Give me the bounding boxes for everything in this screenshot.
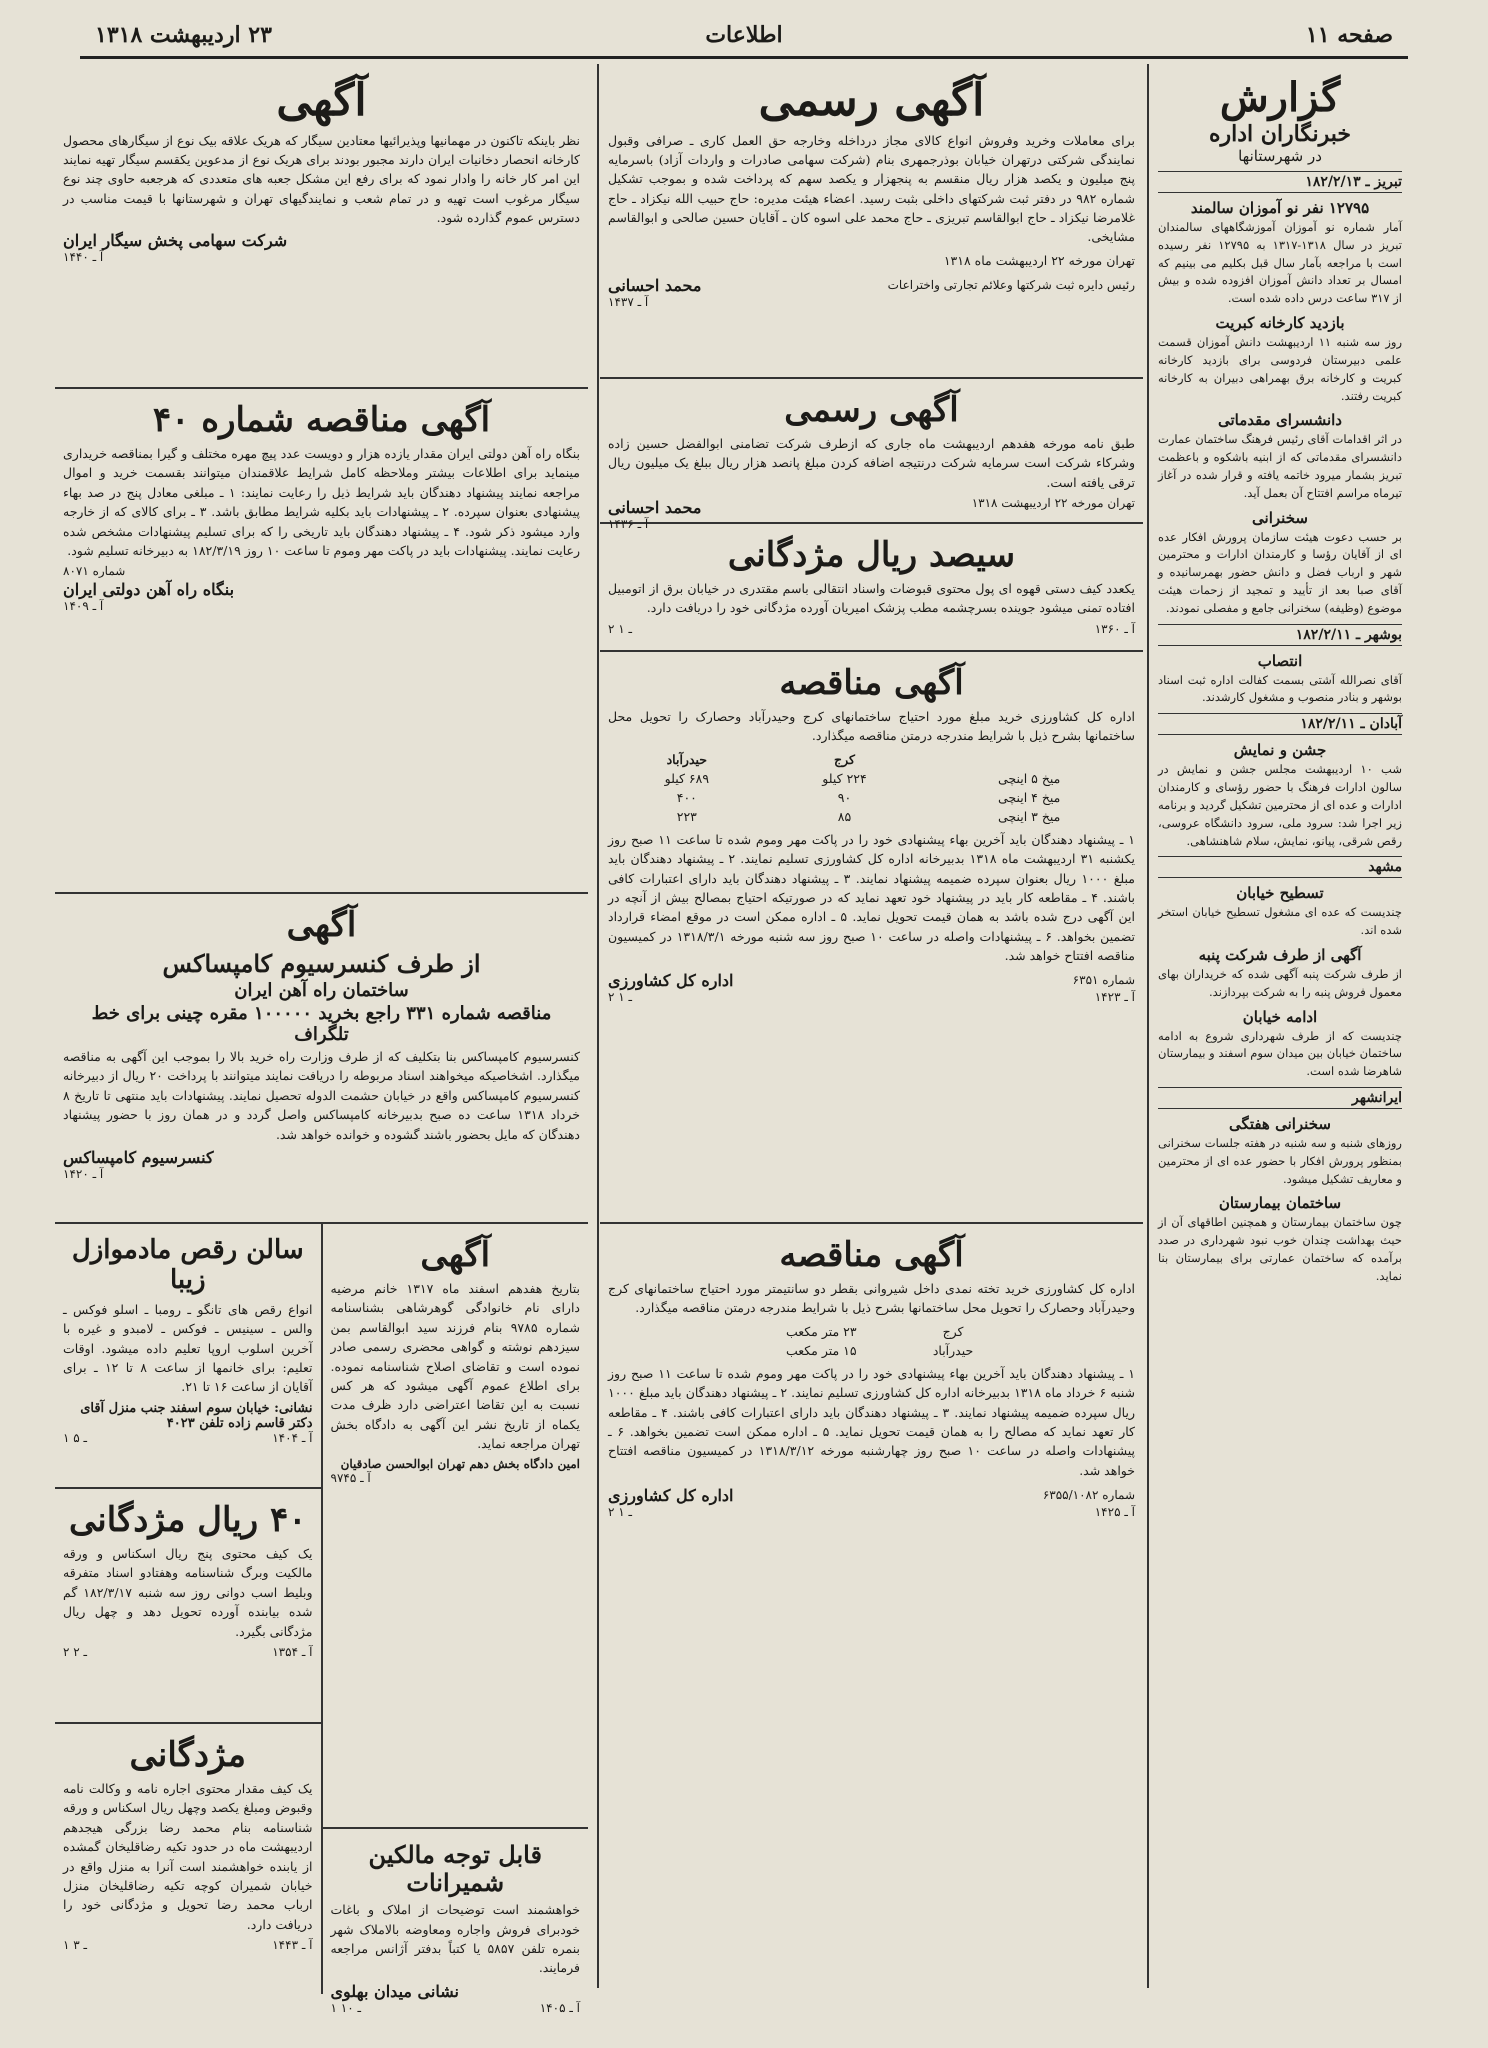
news-list — [1158, 171, 1402, 1286]
header-rule — [80, 56, 1408, 59]
notice-body: یک کیف محتوی پنج ریال اسکناس و ورقه مالکیت وبرگ شناسنامه وهفتادو اسناد متفرقه وبلیط اسب دوانی روز سه شنبه ۱۸۲/۳/۱۷ گم شده بیابنده آورده تحویل دهد و چهل ریال مژدگانی بگیرد. — [63, 1546, 313, 1639]
table-row — [740, 1322, 1004, 1341]
notice-num: ۱ ـ ۱۰ — [330, 2000, 361, 2015]
news-item — [1158, 171, 1402, 308]
reward40-notice — [55, 1489, 321, 1724]
table-cell: میخ ۳ اینچی — [997, 808, 1061, 824]
tender-notice-1 — [600, 652, 1143, 1224]
tender-ref: آ ـ ۱۴۲۳ — [1094, 990, 1135, 1005]
news-text: در اثر اقدامات آقای رئیس فرهنگ ساختمان عمارت دانشسرای مقدماتی که از ابنیه باشکوه و باعظمت تبریز بشمار میرود خاتمه یافته و قرار شده در آغاز تیرماه مراسم افتتاح آن بعمل آید. — [1158, 432, 1402, 500]
official-notice-2 — [600, 379, 1143, 532]
notice-subtitle: از طرف کنسرسیوم کامپساکس — [162, 949, 481, 979]
notice-ref: آ ـ ۱۴۴۰ — [63, 250, 104, 265]
left-bottom-area — [55, 1224, 588, 2015]
news-item — [1158, 713, 1402, 850]
news-city: تبریز ـ ۱۸۲/۲/۱۳ — [1158, 171, 1402, 193]
notice-title: سالن رقص مادموازل زیبا — [71, 1235, 304, 1295]
table-cell: ۲۳ متر مکعب — [785, 1323, 857, 1339]
notice-title: آگهی رسمی — [758, 75, 985, 126]
notice-signature: محمد احسانی — [608, 276, 702, 296]
notice-title: ۴۰ ریال مژدگانی — [68, 1500, 307, 1540]
notice-signature: شرکت سهامی پخش سیگار ایران — [63, 231, 288, 251]
news-text: چون ساختمان بیمارستان و همچنین اطاقهای آن از حیث بهداشت چندان خوب نبود شهرداری در صدد برآمده که ساختمان عمارتی برای بیمارستان بنا نماید. — [1158, 1215, 1402, 1283]
notice-date: تهران مورخه ۲۲ اردیبهشت ۱۳۱۸ — [971, 496, 1135, 511]
tender-table — [608, 750, 1135, 826]
notice-num: ۲ ـ ۲ — [63, 1644, 88, 1659]
notice-title: قابل توجه مالکین شمیرانات — [368, 1840, 542, 1897]
news-headline: آگهی از طرف شرکت پنبه — [1198, 945, 1362, 964]
middle-column — [600, 64, 1143, 1988]
news-text: روزهای شنبه و سه شنبه در هفته جلسات سخنرانی بمنظور پرورش افکار با حضور عده ای از محترمین و معاریف تشکیل میشود. — [1158, 1136, 1402, 1186]
notice-title: آگهی رسمی — [784, 390, 959, 430]
cigarette-notice — [55, 64, 588, 389]
tender-ref: آ ـ ۱۴۲۵ — [1094, 1505, 1135, 1520]
table-row — [608, 788, 1135, 807]
news-text: آمار شماره نو آموزان آموزشگاههای سالمندان تبریز در سال ۱۳۱۸-۱۳۱۷ به ۱۲۷۹۵ نفر رسیده است با مراجعه بآمار سال قبل بکلیم می بینیم که امسال بر تعداد دانش آموزان افزوده شده و بیش از ۳۱۷ ساعت درس داده شده است. — [1158, 220, 1402, 306]
notice-body: خواهشمند است توضیحات از املاک و باغات خودبرای فروش واجاره ومعاوضه بالاملاک شهر بنمره تلفن ۵۸۵۷ یا کتباً بدفتر آژانس مراجعه فرمایند. — [330, 1902, 580, 1976]
news-headline: بازدید کارخانه کبریت — [1215, 314, 1345, 333]
notice-ref: آ ـ ۱۴۲۰ — [63, 1166, 104, 1181]
table-row — [608, 807, 1135, 826]
news-headline: دانشسرای مقدماتی — [1218, 411, 1342, 430]
notice-address: نشانی: خیابان سوم اسفند جنب منزل آقای دکتر قاسم زاده تلفن ۴۰۲۳ — [80, 1400, 313, 1431]
notice-ref: آ ـ ۹۷۴۵ — [330, 1471, 371, 1486]
news-headline: سخنرانی هفتگی — [1229, 1115, 1331, 1133]
news-headline: سخنرانی — [1252, 508, 1308, 527]
notice-ref: آ ـ ۱۳۵۴ — [272, 1644, 313, 1659]
news-text: بر حسب دعوت هیئت سازمان پرورش افکار عده ای از آقایان رؤسا و کارمندان ادارات و محترمین شهر و ارباب فضل و دانش حضور بهمرسانیده و آقای صبا بعد از تأیید و تمجید از زحمات هیئت موضوع (وظیفه) سخنرانی جامع و مفصلی نمودند. — [1158, 529, 1402, 615]
news-headline: ادامه خیابان — [1242, 1007, 1318, 1026]
notice-body: طبق نامه مورخه هفدهم اردیبهشت ماه جاری که ازطرف شرکت تضامنی ابوالفضل حسین زاده وشرکاء شرکت است سرمایه شرکت درنتیجه اضافه کردن مبلغ پانصد هزار ریال ببلغ یک میلیون ریال ترقی یافته است. — [608, 436, 1135, 490]
railway-tender — [55, 389, 588, 894]
tender-signature: اداره کل کشاورزی — [608, 1486, 734, 1506]
notice-date: تهران مورخه ۲۲ اردیبهشت ماه ۱۳۱۸ — [943, 252, 1135, 268]
reward-notice — [55, 1724, 321, 1994]
table-cell: ۴۰۰ — [676, 789, 697, 805]
tender-notice-2 — [600, 1224, 1143, 1769]
table-cell: میخ ۴ اینچی — [997, 789, 1061, 805]
notice-title: آگهی — [420, 1235, 491, 1275]
notice-body: برای معاملات وخرید وفروش انواع کالای مجاز درداخله وخارجه حق العمل کاری ـ صرافی وقبول نمایندگی شرکتی درتهران خیابان بوذرجمهری بنام (شرکت سهامی صادرات و واردات آزاد) باسرمایه پنج میلیون و یکصد هزار ریال منقسم به پنجهزار و یکصد سهم که پرداخت شده و بموجب تشکیل شماره ۹۸۲ در دفتر ثبت شرکتهای داخلی بثبت رسید. اعضاء هیئت مدیره: حاج حبیب الله نیکزاد ـ حاج غلامرضا نیکزاد ـ حاج ابوالقاسم تبریزی ـ حاج محمد علی اسوه کان ـ آقایان حسین صالحی و ابوالقاسم مشایخی. — [608, 132, 1135, 245]
notice-signature: محمد احسانی — [608, 498, 702, 518]
table-cell: ۲۲۳ — [676, 808, 697, 824]
table-cell: حیدرآباد — [932, 1342, 974, 1358]
notice-num: ۱ ـ ۵ — [63, 1430, 88, 1445]
reports-section — [1150, 64, 1410, 1296]
reward-notice — [600, 524, 1143, 652]
tender-title: آگهی مناقصه — [779, 663, 964, 703]
notice-ref: آ ـ ۱۴۳۷ — [608, 295, 649, 310]
news-headline: انتصاب — [1257, 651, 1303, 670]
news-headline: ۱۲۷۹۵ نفر نو آموزان سالمند — [1190, 199, 1370, 217]
reports-subtitle: خبرنگاران اداره — [1208, 121, 1352, 147]
notice-signature: نشانی میدان بهلوی — [330, 1981, 459, 2001]
news-city: ایرانشهر — [1158, 1087, 1402, 1109]
news-item — [1158, 314, 1402, 405]
column-rule — [597, 64, 599, 1988]
table-cell: میخ ۵ اینچی — [997, 770, 1061, 786]
news-item — [1158, 624, 1402, 708]
notice-signer-role: رئیس دایره ثبت شرکتها وعلائم تجارتی واختراعات — [887, 277, 1135, 292]
news-item — [1158, 411, 1402, 502]
reward-title: سیصد ریال مژدگانی — [727, 535, 1016, 575]
tender-table-header — [923, 750, 1135, 769]
tender-num: ۲ ـ ۱ — [608, 990, 633, 1005]
news-item — [1158, 946, 1402, 1002]
news-item — [1158, 1008, 1402, 1081]
table-cell: ۶۸۹ کیلو — [664, 770, 710, 786]
tender-title: آگهی مناقصه شماره ۴۰ — [152, 400, 491, 440]
identity-notice — [323, 1224, 589, 1829]
tender-number: شماره ۶۳۵۵/۱۰۸۲ — [1042, 1487, 1135, 1502]
table-row — [608, 769, 1135, 788]
notice-title: آگهی — [276, 75, 367, 126]
column-rule — [321, 1224, 323, 1994]
news-headline: ساختمان بیمارستان — [1218, 1194, 1342, 1213]
newspaper-name: اطلاعات — [705, 22, 783, 48]
table-cell: ۱۵ متر مکعب — [785, 1342, 857, 1358]
left-bottom-left-subcol — [55, 1224, 321, 1994]
reports-subtitle2: در شهرستانها — [1238, 147, 1322, 165]
shemiran-notice — [323, 1829, 589, 2015]
notice-body: نظر باینکه تاکنون در مهمانیها وپذیرائیها معتادین سیگار که هریک علاقه بیک نوع از سیگارهای محصول کارخانه انحصار دخانیات ایران دارند مجبور بودند برای هریک نوع از مدعوین یکقسم سیگار تهیه نمایند این امر کار خانه را وادار نمود که برای رفع این مشکل جعبه های متعددی که هرجعبه حاوی چند نوع سیگار مرغوب است تهیه و در تمام شعب و نمایندگیهای تهران و شهرستانها با قیمت مناسب در دسترس عموم گذارده شود. — [63, 132, 580, 226]
notice-ref: آ ـ ۱۴۴۳ — [272, 1938, 313, 1953]
tender-title: آگهی مناقصه — [779, 1235, 964, 1275]
tender-clauses: ۱ ـ پیشنهاد دهندگان باید آخرین بهاء پیشنهادی خود را در پاکت مهر وموم شده تا ساعت ۱۱ صبح روز یکشنبه ۳۱ اردیبهشت ماه ۱۳۱۸ بدبیرخانه اداره کل کشاورزی تسلیم نمایند. ۲ ـ پیشنهاد دهندگان باید مبلغ ۱۰۰۰ ریال بعنوان سپرده ضمیمه پیشنهاد نمایند. ۳ ـ پیشنهاد دهندگان باید دارای اعتبارات کافی باشند. ۴ ـ مقاطعه کار باید در پیشنهاد خود تعهد نماید که در صورتیکه احتیاج بمصالح بیش از آنچه در این آگهی درج شده باشد به همان قیمت تحویل نماید. ۵ ـ اداره ممکن است در موقع امضاء قرارداد تضمین بخواهد. ۶ ـ پیشنهادات واصله در ساعت ۱۰ صبح روز سه شنبه مورخه ۱۳۱۸/۳/۱ در کمیسیون مناقصه افتتاح خواهد شد. — [608, 831, 1136, 964]
notice-body: بتاریخ هفدهم اسفند ماه ۱۳۱۷ خانم مرضیه دارای نام خانوادگی گوهرشاهی بشناسنامه شماره ۹۷۸۵ بنام فرزند سید ابوالقاسم بمن سیزدهم نوشته و گواهی محضری رسمی صادر نموده است و تقاضای اصلاح شناسنامه نموده. برای اطلاع عموم آگهی میشود که هر کس نسبت به این تقاضا اعتراضی دارد ظرف مدت یکماه از تاریخ نشر این آگهی به دادگاه بخش تهران مراجعه نماید. — [330, 1281, 580, 1452]
news-text: شب ۱۰ اردیبهشت مجلس جشن و نمایش در سالون ادارات فرهنگ با حضور رؤسای و کارمندان ادارات و عده ای از محترمین تشکیل گردید و برنامه زیر اجرا شد: سرود ملی، سرود دانشگاه عروسی، رقص شرقی، پیانو، نمایش، سلام شاهنشاهی. — [1158, 762, 1402, 848]
dance-hall-notice — [55, 1224, 321, 1489]
news-city: بوشهر ـ ۱۸۲/۲/۱۱ — [1158, 624, 1402, 646]
reports-column — [1150, 64, 1410, 1988]
notice-subtitle3: مناقصه شماره ۳۳۱ راجع بخرید ۱۰۰۰۰۰ مقره چینی برای خط تلگراف — [91, 1003, 552, 1046]
table-cell: ۲۲۴ کیلو — [822, 770, 867, 786]
news-text: چندیست که از طرف شهرداری شروع به ادامه ساختمان خیابان بین میدان سوم اسفند و بیمارستان شاهرضا شده است. — [1158, 1028, 1402, 1079]
issue-date: ۲۳ اردیبهشت ۱۳۱۸ — [95, 22, 272, 48]
tender-ref: آ ـ ۱۴۰۹ — [63, 599, 104, 614]
tender-signature: بنگاه راه آهن دولتی ایران — [63, 580, 235, 600]
news-text: آقای نصرالله آشتی بسمت کفالت اداره ثبت اسناد بوشهر و بنادر منصوب و مشغول کارشدند. — [1158, 672, 1402, 705]
tender-signature: اداره کل کشاورزی — [608, 971, 734, 991]
left-column — [55, 64, 588, 2015]
notice-ref: آ ـ ۱۴۰۴ — [272, 1430, 313, 1445]
notice-signature: امین دادگاه بخش دهم تهران ابوالحسن صادقیان — [340, 1457, 580, 1472]
notice-ref: آ ـ ۱۴۰۵ — [539, 2000, 580, 2015]
notice-title: آگهی — [286, 905, 357, 945]
notice-subtitle2: ساختمان راه آهن ایران — [234, 980, 409, 1002]
notice-ref: آ ـ ۱۴۳۶ — [608, 517, 649, 532]
official-notice-1 — [600, 64, 1143, 379]
tender-body: بنگاه راه آهن دولتی ایران مقدار یازده هزار و دویست عدد پیچ مهره مختلف و گیرا بمناقصه خریداری مینماید برای اطلاعات بیشتر وملاحظه کامل شرایط علاقمندان میتوانند بقسمت خرید و اموال مراجعه نمایند پیشنهاد دهندگان باید شرایط ذیل را رعایت نمایند: ۱ ـ مبلغی معادل پنج در صد بهاء پیشنهادی بعنوان سپرده. ۲ ـ پیشنهادات باید بکلیه شرایط مطابق باشد. ۳ ـ برای کالای که از خارجه وارد میشود ذکر شود. ۴ ـ پیشنهاد دهندگان باید تاریخی را که برای تسلیم پیشنهادات مشخص شده رعایت نمایند. پیشنهادات باید در پاکت مهر وموم تا ساعت ۱۰ روز ۱۸۲/۳/۱۹ به دبیرخانه تسلیم شود. — [63, 446, 580, 558]
news-item — [1158, 1087, 1402, 1188]
reward-body: یکعدد کیف دستی قهوه ای پول محتوی قبوضات واسناد انتقالی باسم مقتدری در خیابان برق از اتومبیل افتاده تمنی میشود جوینده بسرچشمه مطب پزشک امیریان آورده مژدگانی خود را دریافت دارد. — [608, 581, 1135, 616]
news-city: آبادان ـ ۱۸۲/۲/۱۱ — [1158, 713, 1402, 735]
notice-body: کنسرسیوم کامپساکس بنا بتکلیف که از طرف وزارت راه خرید بالا را بموجب این آگهی به مناقصه میگذارد. اشخاصیکه میخواهند اسناد مربوطه را دریافت نمایند میتوانند با پرداخت ۲۰ ریال از دبیرخانه کنسرسیوم کامپساکس واقع در خیابان حشمت الدوله تحصیل نمایند. پیشنهادات باید منتهی تا تاریخ ۸ خرداد ۱۳۱۸ ساعت ده صبح بدبیرخانه کامپساکس واصل گردد و در همان روز با حضور پیشنهاد دهندگان که مایل بحضور باشند گشوده و خوانده خواهد شد. — [63, 1049, 580, 1142]
column-rule — [1147, 64, 1149, 1988]
tender-intro: اداره کل کشاورزی خرید مبلغ مورد احتیاج ساختمانهای کرج وحیدرآباد وحصارک را تحویل محل ساختمانها بشرح ذیل با شرایط مندرجه درمتن مناقصه میگذارد. — [608, 709, 1135, 744]
reports-title: گزارش — [1219, 74, 1341, 121]
news-text: چندیست که عده ای مشغول تسطیح خیابان استخر شده اند. — [1158, 905, 1402, 938]
tender-number: شماره ۸۰۷۱ — [63, 564, 126, 579]
kampsax-notice — [55, 894, 588, 1224]
tender-table-header: کرج — [834, 751, 855, 767]
news-item — [1158, 856, 1402, 940]
notice-signature: کنسرسیوم کامپساکس — [63, 1147, 214, 1167]
news-item — [1158, 1194, 1402, 1285]
table-cell: ۸۵ — [837, 808, 852, 824]
tender-intro: اداره کل کشاورزی خرید تخته نمدی داخل شیروانی بقطر دو سانتیمتر مورد احتیاج ساختمانهای کرج وحیدرآباد وحصارک را تحویل محل ساختمانها بشرح ذیل با شرایط مندرجه درمتن مناقصه میگذارد. — [608, 1281, 1135, 1316]
page-number: صفحه ۱۱ — [1305, 22, 1393, 48]
table-cell: کرج — [942, 1323, 964, 1339]
news-item — [1158, 509, 1402, 618]
news-city: مشهد — [1158, 856, 1402, 878]
notice-body: انواع رقص های تانگو ـ رومبا ـ اسلو فوکس ـ والس ـ سینیس ـ فوکس ـ لامبدو و غیره با آخرین اسلوب اروپا تعلیم داده میشود. اوقات تعلیم: برای خانمها از ساعت ۸ تا ۱۲ ـ برای آقایان از ساعت ۱۶ تا ۲۱. — [63, 1301, 313, 1395]
tender-table — [740, 1322, 1004, 1360]
tender-number: شماره ۶۳۵۱ — [1072, 972, 1135, 987]
table-row — [740, 1341, 1004, 1360]
reward-ref: آ ـ ۱۳۶۰ — [1094, 621, 1135, 636]
reward-num: ۲ ـ ۱ — [608, 621, 633, 636]
tender-table-header: حیدرآباد — [666, 751, 708, 767]
notice-num: ۱ ـ ۳ — [63, 1938, 88, 1953]
tender-num: ۲ ـ ۱ — [608, 1505, 633, 1520]
table-cell: ۹۰ — [837, 789, 852, 805]
notice-body: یک کیف مقدار محتوی اجاره نامه و وکالت نامه وقبوض ومبلغ یکصد وچهل ریال اسکناس و ورقه شناسنامه بنام محمد رضا بزرگی هیجدهم اردیبهشت ماه در حدود تکیه رضاقلیخان گمشده از یابنده خواهشمند است آنرا به منزل واقع در خیابان شمیران کوچه تکیه رضاقلیخان منزل ارباب محمد رضا تحویل و مژدگانی خود را دریافت دارد. — [63, 1781, 313, 1932]
left-bottom-right-subcol — [323, 1224, 589, 2015]
news-text: روز سه شنبه ۱۱ اردیبهشت دانش آموزان قسمت علمی دبیرستان فردوسی برای بازدید کارخانه کبریت و کارخانه برق بهمراهی دبیران به کارخانه کبریت رفتند. — [1158, 335, 1402, 403]
news-headline: تسطیح خیابان — [1236, 884, 1324, 903]
tender-clauses: ۱ ـ پیشنهاد دهندگان باید آخرین بهاء پیشنهادی خود را در پاکت مهر وموم شده تا ساعت ۱۱ صبح روز شنبه ۶ خرداد ماه ۱۳۱۸ بدبیرخانه اداره کل کشاورزی تسلیم نمایند. ۲ ـ پیشنهاد دهندگان باید مبلغ ۱۰۰۰ ریال سپرده ضمیمه پیشنهاد نمایند. ۳ ـ پیشنهاد دهندگان باید دارای اعتبارات کافی باشند. ۴ ـ مقاطعه کار تعهد نماید که مصالح را به همان قیمت تحویل نماید. ۵ ـ اداره ممکن است تضمین بخواهد. ۶ ـ پیشنهادات واصله در ساعت ۱۰ صبح روز چهارشنبه مورخه ۱۳۱۸/۳/۱۲ در کمیسیون مناقصه افتتاح خواهد شد. — [608, 1365, 1136, 1478]
news-text: از طرف شرکت پنبه آگهی شده که خریداران بهای معمول فروش پنبه را به شرکت بپردازند. — [1158, 966, 1402, 999]
notice-title: مژدگانی — [129, 1735, 246, 1775]
news-headline: جشن و نمایش — [1233, 741, 1327, 760]
